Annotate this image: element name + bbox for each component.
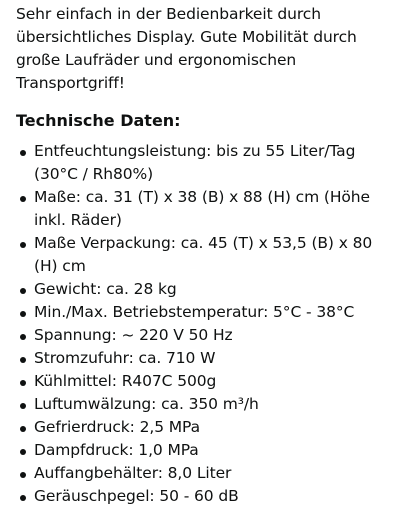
spec-item bbox=[16, 347, 396, 370]
spec-text: Maße Verpackung: ca. 45 (T) x 53,5 (B) x 80 (H) cm bbox=[34, 234, 373, 275]
technical-data-heading: Technische Daten: bbox=[16, 111, 181, 130]
bullet-icon bbox=[20, 495, 26, 501]
intro-paragraph: Sehr einfach in der Bedienbarkeit durch übersichtliches Display. Gute Mobilität durch große Laufräder und ergonomischen Transportgriff! bbox=[16, 5, 357, 92]
spec-item bbox=[16, 140, 396, 186]
bullet-icon bbox=[20, 311, 26, 317]
bullet-icon bbox=[20, 150, 26, 156]
spec-item bbox=[16, 416, 396, 439]
spec-text: Spannung: ~ 220 V 50 Hz bbox=[34, 326, 233, 344]
bullet-icon bbox=[20, 357, 26, 363]
spec-item bbox=[16, 485, 396, 508]
spec-text: Maße: ca. 31 (T) x 38 (B) x 88 (H) cm (Höhe inkl. Räder) bbox=[34, 188, 370, 229]
bullet-icon bbox=[20, 242, 26, 248]
product-description bbox=[16, 0, 396, 508]
spec-text: Gewicht: ca. 28 kg bbox=[34, 280, 177, 298]
spec-item bbox=[16, 462, 396, 485]
bullet-icon bbox=[20, 472, 26, 478]
bullet-icon bbox=[20, 196, 26, 202]
spec-text: Stromzufuhr: ca. 710 W bbox=[34, 349, 216, 367]
spec-item bbox=[16, 232, 396, 278]
bullet-icon bbox=[20, 403, 26, 409]
technical-data-list bbox=[16, 140, 396, 508]
spec-text: Entfeuchtungsleistung: bis zu 55 Liter/Tag (30°C / Rh80%) bbox=[34, 142, 356, 183]
spec-item bbox=[16, 393, 396, 416]
spec-text: Geräuschpegel: 50 - 60 dB bbox=[34, 487, 239, 505]
spec-item bbox=[16, 278, 396, 301]
spec-text: Auffangbehälter: 8,0 Liter bbox=[34, 464, 232, 482]
bullet-icon bbox=[20, 380, 26, 386]
bullet-icon bbox=[20, 426, 26, 432]
bullet-icon bbox=[20, 449, 26, 455]
bullet-icon bbox=[20, 288, 26, 294]
spec-item bbox=[16, 439, 396, 462]
spec-text: Luftumwälzung: ca. 350 m³/h bbox=[34, 395, 259, 413]
spec-text: Kühlmittel: R407C 500g bbox=[34, 372, 217, 390]
spec-item bbox=[16, 301, 396, 324]
spec-text: Dampfdruck: 1,0 MPa bbox=[34, 441, 199, 459]
spec-text: Gefrierdruck: 2,5 MPa bbox=[34, 418, 201, 436]
spec-text: Min./Max. Betriebstemperatur: 5°C - 38°C bbox=[34, 303, 355, 321]
bullet-icon bbox=[20, 334, 26, 340]
spec-item bbox=[16, 186, 396, 232]
spec-item bbox=[16, 370, 396, 393]
spec-item bbox=[16, 324, 396, 347]
